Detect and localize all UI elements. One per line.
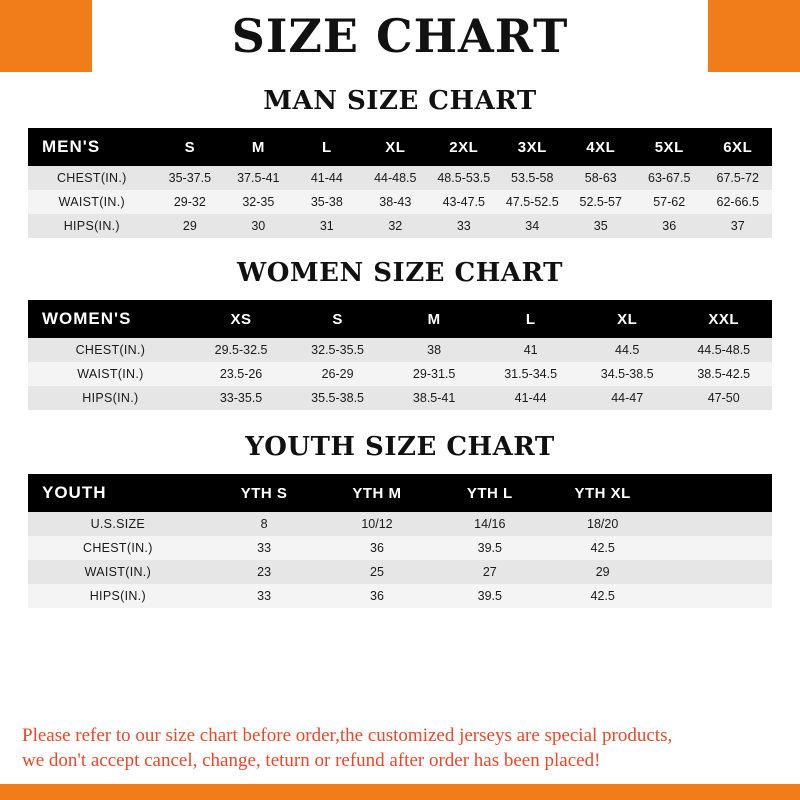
youth-row-header-label: YOUTH [28,474,208,512]
youth-section-title: YOUTH SIZE CHART [245,432,555,462]
men-hips-label: HIPS(IN.) [28,214,156,238]
footer-accent-bar [0,784,800,800]
table-cell: 8 [208,512,321,536]
table-cell: 35-37.5 [156,166,224,190]
men-col-xl: XL [361,128,429,166]
table-cell: 33 [208,584,321,608]
men-waist-label: WAIST(IN.) [28,190,156,214]
men-chest-label: CHEST(IN.) [28,166,156,190]
table-cell: 36 [321,536,434,560]
table-row [28,560,772,584]
table-row [28,214,772,238]
table-row [28,338,772,362]
youth-col-m: YTH M [321,474,434,512]
table-row [28,512,772,536]
youth-hips-label: HIPS(IN.) [28,584,208,608]
table-cell: 41-44 [293,166,361,190]
table-cell: 29-31.5 [386,362,483,386]
men-col-2xl: 2XL [430,128,498,166]
table-cell: 25 [321,560,434,584]
table-cell: 38-43 [361,190,429,214]
youth-col-l: YTH L [433,474,546,512]
table-cell [659,584,772,608]
table-cell: 33-35.5 [193,386,290,410]
table-cell: 58-63 [567,166,635,190]
table-cell: 33 [430,214,498,238]
table-cell [659,536,772,560]
men-col-5xl: 5XL [635,128,703,166]
table-cell: 23.5-26 [193,362,290,386]
table-row [28,386,772,410]
table-cell: 30 [224,214,292,238]
men-col-6xl: 6XL [703,128,772,166]
men-table-head [28,128,772,166]
table-cell: 43-47.5 [430,190,498,214]
table-cell: 52.5-57 [567,190,635,214]
youth-table-head [28,474,772,512]
table-cell: 34.5-38.5 [579,362,676,386]
table-cell: 32-35 [224,190,292,214]
table-cell: 29 [546,560,659,584]
table-row [28,166,772,190]
table-row [28,536,772,560]
table-header-row [28,474,772,512]
table-cell: 57-62 [635,190,703,214]
women-col-xs: XS [193,300,290,338]
table-cell: 31.5-34.5 [482,362,579,386]
men-size-table [28,128,772,238]
youth-table-body [28,512,772,608]
women-chest-label: CHEST(IN.) [28,338,193,362]
table-row [28,362,772,386]
table-cell: 29 [156,214,224,238]
table-cell: 62-66.5 [703,190,772,214]
table-cell: 34 [498,214,566,238]
table-cell: 31 [293,214,361,238]
table-cell: 27 [433,560,546,584]
women-hips-label: HIPS(IN.) [28,386,193,410]
table-cell: 29-32 [156,190,224,214]
table-cell: 10/12 [321,512,434,536]
youth-chest-label: CHEST(IN.) [28,536,208,560]
youth-waist-label: WAIST(IN.) [28,560,208,584]
chart-content [0,72,800,713]
table-cell: 23 [208,560,321,584]
table-cell: 35 [567,214,635,238]
table-cell: 35.5-38.5 [289,386,386,410]
women-col-l: L [482,300,579,338]
men-row-header-label: MEN'S [28,128,156,166]
table-cell: 36 [635,214,703,238]
women-table-head [28,300,772,338]
table-cell: 44.5 [579,338,676,362]
header-right-accent [708,0,800,72]
women-size-table [28,300,772,410]
women-col-xl: XL [579,300,676,338]
table-cell: 35-38 [293,190,361,214]
women-row-header-label: WOMEN'S [28,300,193,338]
youth-ussize-label: U.S.SIZE [28,512,208,536]
table-cell: 39.5 [433,584,546,608]
table-cell: 29.5-32.5 [193,338,290,362]
table-cell: 41 [482,338,579,362]
table-header-row [28,300,772,338]
youth-size-table [28,474,772,608]
women-col-s: S [289,300,386,338]
table-cell: 48.5-53.5 [430,166,498,190]
women-section-title: WOMEN SIZE CHART [237,258,563,288]
table-cell [659,512,772,536]
table-cell: 38 [386,338,483,362]
table-cell: 47-50 [675,386,772,410]
youth-col-xl: YTH XL [546,474,659,512]
men-col-l: L [293,128,361,166]
table-cell: 44.5-48.5 [675,338,772,362]
table-cell: 53.5-58 [498,166,566,190]
table-cell: 47.5-52.5 [498,190,566,214]
table-cell: 38.5-42.5 [675,362,772,386]
women-col-xxl: XXL [675,300,772,338]
table-cell: 44-47 [579,386,676,410]
table-cell: 63-67.5 [635,166,703,190]
table-cell: 32.5-35.5 [289,338,386,362]
table-cell: 14/16 [433,512,546,536]
table-cell: 44-48.5 [361,166,429,190]
men-col-4xl: 4XL [567,128,635,166]
men-col-m: M [224,128,292,166]
men-col-s: S [156,128,224,166]
table-cell: 36 [321,584,434,608]
footer-note-line-2: we don't accept cancel, change, teturn or refund after order has been placed! [22,750,601,772]
table-cell: 37 [703,214,772,238]
table-cell: 42.5 [546,536,659,560]
men-table-body [28,166,772,238]
table-header-row [28,128,772,166]
women-waist-label: WAIST(IN.) [28,362,193,386]
table-cell: 33 [208,536,321,560]
table-cell [659,560,772,584]
table-cell: 18/20 [546,512,659,536]
footer-note-line-1: Please refer to our size chart before order,the customized jerseys are special products, [22,724,673,746]
page-title: SIZE CHART [92,0,708,72]
table-cell: 67.5-72 [703,166,772,190]
table-row [28,190,772,214]
table-cell: 41-44 [482,386,579,410]
youth-col-empty [659,474,772,512]
table-cell: 42.5 [546,584,659,608]
table-cell: 38.5-41 [386,386,483,410]
table-cell: 37.5-41 [224,166,292,190]
table-cell: 26-29 [289,362,386,386]
header-band [0,0,800,72]
table-cell: 32 [361,214,429,238]
women-table-body [28,338,772,410]
men-col-3xl: 3XL [498,128,566,166]
footer-note [0,713,800,774]
men-section-title: MAN SIZE CHART [263,86,537,116]
women-col-m: M [386,300,483,338]
table-cell: 39.5 [433,536,546,560]
youth-col-s: YTH S [208,474,321,512]
table-row [28,584,772,608]
header-left-accent [0,0,92,72]
